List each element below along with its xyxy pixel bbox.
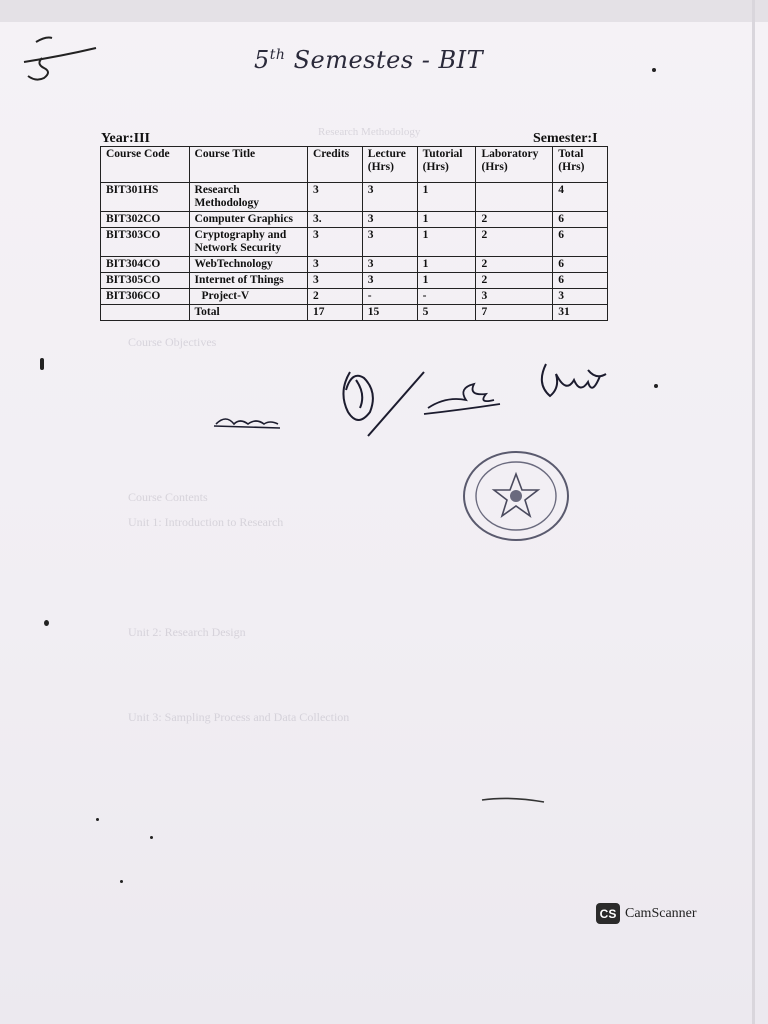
header-course-code: Course Code <box>101 147 190 183</box>
cell-tutorial: 1 <box>417 273 476 289</box>
cell-laboratory: 2 <box>476 273 553 289</box>
cell-credits: 3 <box>307 228 362 257</box>
cell-title: Total <box>189 305 307 321</box>
cell-lecture: 3 <box>362 212 417 228</box>
cell-tutorial: 5 <box>417 305 476 321</box>
cell-total: 6 <box>553 257 608 273</box>
signature-3 <box>424 384 500 414</box>
signature-1 <box>214 419 280 428</box>
dust-speck <box>44 620 49 626</box>
cell-total: 6 <box>553 228 608 257</box>
semester-label: Semester:I <box>533 131 598 146</box>
bleed-through-text: Unit 2: Research Design <box>128 625 246 639</box>
cell-lecture: 3 <box>362 183 417 212</box>
header-credits: Credits <box>307 147 362 183</box>
cell-code: BIT301HS <box>101 183 190 212</box>
cell-title: Cryptography and Network Security <box>189 228 307 257</box>
cell-lecture: 3 <box>362 228 417 257</box>
dust-speck <box>150 836 153 839</box>
cell-total: 31 <box>553 305 608 321</box>
cell-title: WebTechnology <box>189 257 307 273</box>
cell-total: 6 <box>553 273 608 289</box>
cell-laboratory: 2 <box>476 212 553 228</box>
cell-tutorial: - <box>417 289 476 305</box>
cell-credits: 3. <box>307 212 362 228</box>
year-label: Year:III <box>101 131 150 146</box>
stamp-seal <box>458 450 578 546</box>
bleed-through-text: Course Contents <box>128 490 208 504</box>
cell-laboratory: 2 <box>476 257 553 273</box>
dust-speck <box>40 358 44 370</box>
cell-credits: 3 <box>307 257 362 273</box>
cell-title: Computer Graphics <box>189 212 307 228</box>
bleed-through-text: Unit 1: Introduction to Research <box>128 515 284 529</box>
cell-total: 6 <box>553 212 608 228</box>
header-total: Total (Hrs) <box>553 147 608 183</box>
cell-lecture: - <box>362 289 417 305</box>
signature-4 <box>542 364 606 396</box>
cell-tutorial: 1 <box>417 228 476 257</box>
cell-credits: 3 <box>307 183 362 212</box>
cell-title: Project-V <box>189 289 307 305</box>
cell-credits: 17 <box>307 305 362 321</box>
cell-credits: 3 <box>307 273 362 289</box>
cell-lecture: 15 <box>362 305 417 321</box>
cell-lecture: 3 <box>362 273 417 289</box>
cell-lecture: 3 <box>362 257 417 273</box>
cell-code: BIT302CO <box>101 212 190 228</box>
cell-credits: 2 <box>307 289 362 305</box>
cell-code: BIT306CO <box>101 289 190 305</box>
cell-code: BIT303CO <box>101 228 190 257</box>
cell-code: BIT304CO <box>101 257 190 273</box>
bleed-through-text: Research Methodology <box>318 126 421 138</box>
signature-2 <box>343 372 424 436</box>
bleed-through-text: Unit 3: Sampling Process and Data Collection <box>128 710 350 724</box>
header-laboratory: Laboratory (Hrs) <box>476 147 553 183</box>
header-lecture: Lecture (Hrs) <box>362 147 417 183</box>
cell-tutorial: 1 <box>417 257 476 273</box>
dust-speck <box>96 818 99 821</box>
cell-title: Research Methodology <box>189 183 307 212</box>
dust-speck <box>654 384 658 388</box>
cell-total: 4 <box>553 183 608 212</box>
bleed-through-text: Course Objectives <box>128 335 217 349</box>
cell-title: Internet of Things <box>189 273 307 289</box>
cell-laboratory: 2 <box>476 228 553 257</box>
header-tutorial: Tutorial (Hrs) <box>417 147 476 183</box>
cell-tutorial: 1 <box>417 212 476 228</box>
cell-laboratory: 7 <box>476 305 553 321</box>
camscanner-label: CamScanner <box>625 905 697 921</box>
cell-laboratory: 3 <box>476 289 553 305</box>
cell-total: 3 <box>553 289 608 305</box>
dust-speck <box>120 880 123 883</box>
pen-stroke <box>480 792 550 806</box>
handwritten-heading: 5th Semestes - BIT <box>254 46 484 74</box>
camscanner-watermark <box>596 903 697 924</box>
cell-code: BIT305CO <box>101 273 190 289</box>
cell-tutorial: 1 <box>417 183 476 212</box>
camscanner-logo-icon: CS <box>596 903 620 924</box>
dust-speck <box>652 68 656 72</box>
header-course-title: Course Title <box>189 147 307 183</box>
